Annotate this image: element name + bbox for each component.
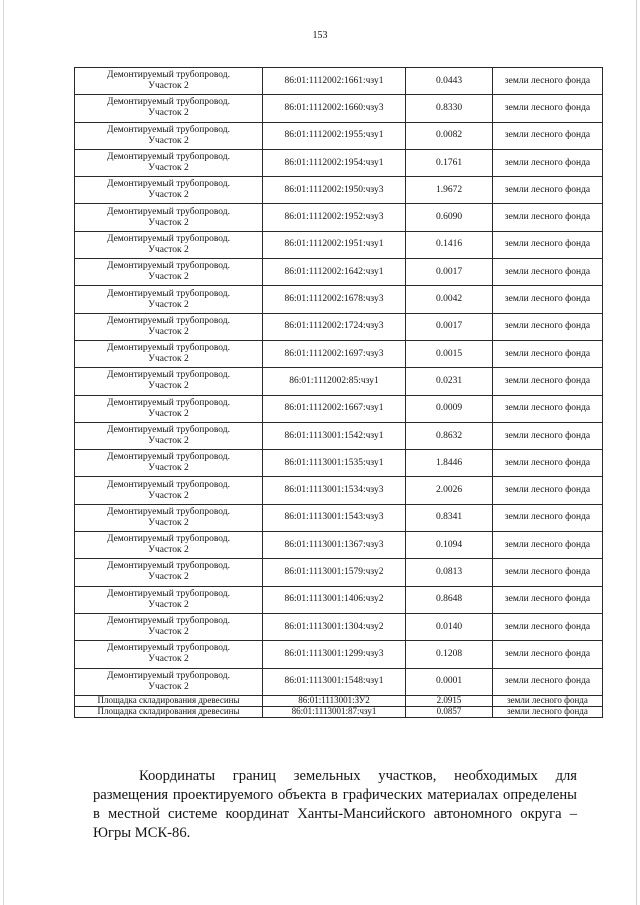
- cadastral-number-cell: 86:01:1113001:1535:чзу1: [263, 450, 406, 477]
- table-row: [75, 641, 603, 668]
- land-category-cell: земли лесного фонда: [493, 259, 603, 286]
- object-name-cell: [75, 204, 263, 231]
- cadastral-number-cell: 86:01:1112002:1950:чзу3: [263, 177, 406, 204]
- object-name-line: Участок 2: [148, 326, 189, 337]
- object-name-cell: [75, 559, 263, 586]
- table-row: [75, 286, 603, 313]
- object-name-cell: [75, 286, 263, 313]
- object-name-cell: [75, 613, 263, 640]
- object-name-line: Участок 2: [148, 599, 189, 610]
- object-name-line: Участок 2: [148, 163, 189, 174]
- object-name-line: Демонтируемый трубопровод.: [106, 506, 230, 517]
- table-body: [75, 68, 603, 718]
- object-name-cell: [75, 95, 263, 122]
- object-name-cell: [75, 177, 263, 204]
- area-cell: 0.0813: [406, 559, 493, 586]
- object-name-cell: [75, 504, 263, 531]
- object-name-line: Демонтируемый трубопровод.: [106, 561, 230, 572]
- cadastral-number-cell: 86:01:1113001:1367:чзу3: [263, 532, 406, 559]
- land-category-cell: земли лесного фонда: [493, 422, 603, 449]
- table-row: [75, 613, 603, 640]
- table-row: [75, 477, 603, 504]
- object-name-line: Участок 2: [148, 272, 189, 283]
- object-name-line: Демонтируемый трубопровод.: [106, 452, 230, 463]
- cadastral-number-cell: 86:01:1113001:1548:чзу1: [263, 668, 406, 695]
- land-category-cell: земли лесного фонда: [493, 450, 603, 477]
- table-row: [75, 340, 603, 367]
- area-cell: 0.1416: [406, 231, 493, 258]
- object-name-line: Демонтируемый трубопровод.: [106, 588, 230, 599]
- cadastral-number-cell: 86:01:1112002:1667:чзу1: [263, 395, 406, 422]
- area-cell: 0.0015: [406, 340, 493, 367]
- cadastral-number-cell: 86:01:1112002:1660:чзу3: [263, 95, 406, 122]
- cadastral-number-cell: 86:01:1113001:1542:чзу1: [263, 422, 406, 449]
- object-name-line: Участок 2: [148, 408, 189, 419]
- object-name-cell: [75, 368, 263, 395]
- area-cell: 1.9672: [406, 177, 493, 204]
- land-category-cell: земли лесного фонда: [493, 668, 603, 695]
- land-category-cell: земли лесного фонда: [493, 122, 603, 149]
- object-name-line: Участок 2: [148, 354, 189, 365]
- cadastral-number-cell: 86:01:1112002:1661:чзу1: [263, 68, 406, 95]
- object-name-line: Демонтируемый трубопровод.: [106, 206, 230, 217]
- land-category-cell: земли лесного фонда: [493, 504, 603, 531]
- area-cell: 0.8341: [406, 504, 493, 531]
- land-category-cell: земли лесного фонда: [493, 68, 603, 95]
- cadastral-number-cell: 86:01:1112002:1952:чзу3: [263, 204, 406, 231]
- cadastral-number-cell: 86:01:1112002:1724:чзу3: [263, 313, 406, 340]
- cadastral-number-cell: 86:01:1113001:1304:чзу2: [263, 613, 406, 640]
- area-cell: 0.0001: [406, 668, 493, 695]
- object-name-cell: [75, 668, 263, 695]
- object-name-line: Демонтируемый трубопровод.: [106, 315, 230, 326]
- land-category-cell: земли лесного фонда: [493, 231, 603, 258]
- object-name-line: Участок 2: [148, 463, 189, 474]
- object-name-line: Участок 2: [148, 517, 189, 528]
- cadastral-number-cell: 86:01:1113001:87:чзу1: [263, 706, 406, 717]
- cadastral-number-cell: 86:01:1113001:1579:чзу2: [263, 559, 406, 586]
- table-row: [75, 706, 603, 717]
- table-row: [75, 532, 603, 559]
- cadastral-number-cell: 86:01:1113001:1534:чзу3: [263, 477, 406, 504]
- object-name-cell: [75, 122, 263, 149]
- object-name-line: Демонтируемый трубопровод.: [106, 261, 230, 272]
- table-row: [75, 68, 603, 95]
- object-name-line: Демонтируемый трубопровод.: [106, 425, 230, 435]
- land-category-cell: земли лесного фонда: [493, 695, 603, 706]
- area-cell: 0.8632: [406, 422, 493, 449]
- area-cell: 0.0009: [406, 395, 493, 422]
- object-name-cell: [75, 313, 263, 340]
- cadastral-number-cell: 86:01:1112002:85:чзу1: [263, 368, 406, 395]
- object-name-cell: [75, 477, 263, 504]
- object-name-cell: [75, 422, 263, 449]
- land-category-cell: земли лесного фонда: [493, 149, 603, 176]
- table-row: [75, 559, 603, 586]
- land-category-cell: земли лесного фонда: [493, 477, 603, 504]
- object-name-line: Демонтируемый трубопровод.: [106, 179, 230, 190]
- land-category-cell: земли лесного фонда: [493, 177, 603, 204]
- scan-margin-left: [3, 0, 4, 905]
- cadastral-number-cell: 86:01:1112002:1642:чзу1: [263, 259, 406, 286]
- cadastral-number-cell: 86:01:1112002:1954:чзу1: [263, 149, 406, 176]
- object-name-line: Площадка складирования древесины: [97, 695, 240, 706]
- area-cell: 0.0042: [406, 286, 493, 313]
- object-name-cell: [75, 259, 263, 286]
- area-cell: 1.8446: [406, 450, 493, 477]
- table-row: [75, 122, 603, 149]
- area-cell: 0.1208: [406, 641, 493, 668]
- table-row: [75, 259, 603, 286]
- area-cell: 2.0026: [406, 477, 493, 504]
- area-cell: 0.0443: [406, 68, 493, 95]
- object-name-cell: [75, 706, 263, 717]
- object-name-line: Демонтируемый трубопровод.: [106, 97, 230, 108]
- table-row: [75, 668, 603, 695]
- table-row: [75, 422, 603, 449]
- land-category-cell: земли лесного фонда: [493, 641, 603, 668]
- object-name-cell: [75, 450, 263, 477]
- object-name-cell: [75, 586, 263, 613]
- object-name-line: Участок 2: [148, 244, 189, 255]
- land-category-cell: земли лесного фонда: [493, 95, 603, 122]
- table-row: [75, 504, 603, 531]
- cadastral-number-cell: 86:01:1112002:1951:чзу1: [263, 231, 406, 258]
- object-name-line: Участок 2: [148, 490, 189, 501]
- land-category-cell: земли лесного фонда: [493, 706, 603, 717]
- cadastral-number-cell: 86:01:1112002:1678:чзу3: [263, 286, 406, 313]
- object-name-line: Демонтируемый трубопровод.: [106, 288, 230, 299]
- cadastral-number-cell: 86:01:1112002:1955:чзу1: [263, 122, 406, 149]
- page-number: 153: [312, 30, 328, 41]
- object-name-cell: [75, 340, 263, 367]
- object-name-line: Демонтируемый трубопровод.: [106, 370, 230, 381]
- table-row: [75, 95, 603, 122]
- object-name-line: Демонтируемый трубопровод.: [106, 233, 230, 244]
- area-cell: 0.1761: [406, 149, 493, 176]
- land-category-cell: земли лесного фонда: [493, 313, 603, 340]
- object-name-line: Участок 2: [148, 108, 189, 119]
- land-category-cell: земли лесного фонда: [493, 368, 603, 395]
- table-row: [75, 586, 603, 613]
- object-name-line: Демонтируемый трубопровод.: [106, 643, 230, 654]
- object-name-cell: [75, 532, 263, 559]
- object-name-line: Демонтируемый трубопровод.: [106, 152, 230, 163]
- area-cell: 0.0082: [406, 122, 493, 149]
- object-name-line: Участок 2: [148, 545, 189, 556]
- table-row: [75, 395, 603, 422]
- table-row: [75, 450, 603, 477]
- object-name-cell: [75, 68, 263, 95]
- object-name-cell: [75, 695, 263, 706]
- object-name-line: Участок 2: [148, 627, 189, 638]
- table-row: [75, 204, 603, 231]
- land-plots-table: [74, 67, 603, 718]
- land-category-cell: земли лесного фонда: [493, 559, 603, 586]
- cadastral-number-cell: 86:01:1113001:1406:чзу2: [263, 586, 406, 613]
- object-name-line: Демонтируемый трубопровод.: [106, 343, 230, 354]
- area-cell: 0.6090: [406, 204, 493, 231]
- scan-margin-right: [636, 0, 637, 905]
- cadastral-number-cell: 86:01:1113001:ЗУ2: [263, 695, 406, 706]
- object-name-cell: [75, 231, 263, 258]
- area-cell: 2.0915: [406, 695, 493, 706]
- object-name-line: Участок 2: [148, 681, 189, 692]
- table-row: [75, 368, 603, 395]
- object-name-cell: [75, 149, 263, 176]
- coordinates-paragraph-text: Координаты границ земельных участков, необходимых для размещения проектируемого объекта в графических материалах определены в местной системе координат Ханты-Мансийского автономного округа – Югры МСК-86.: [93, 768, 577, 841]
- land-category-cell: земли лесного фонда: [493, 532, 603, 559]
- area-cell: 0.1094: [406, 532, 493, 559]
- object-name-line: Участок 2: [148, 654, 189, 665]
- table-row: [75, 177, 603, 204]
- object-name-line: Демонтируемый трубопровод.: [106, 534, 230, 545]
- object-name-line: Участок 2: [148, 81, 189, 92]
- object-name-cell: [75, 641, 263, 668]
- area-cell: 0.8648: [406, 586, 493, 613]
- object-name-line: Демонтируемый трубопровод.: [106, 70, 230, 81]
- table-row: [75, 149, 603, 176]
- object-name-line: Площадка складирования древесины: [97, 706, 240, 717]
- object-name-cell: [75, 395, 263, 422]
- object-name-line: Участок 2: [148, 381, 189, 392]
- object-name-line: Демонтируемый трубопровод.: [106, 616, 230, 627]
- object-name-line: Участок 2: [148, 436, 189, 446]
- cadastral-number-cell: 86:01:1112002:1697:чзу3: [263, 340, 406, 367]
- area-cell: 0.0140: [406, 613, 493, 640]
- table-row: [75, 231, 603, 258]
- object-name-line: Участок 2: [148, 135, 189, 146]
- area-cell: 0.0857: [406, 706, 493, 717]
- object-name-line: Демонтируемый трубопровод.: [106, 670, 230, 681]
- table-row: [75, 695, 603, 706]
- object-name-line: Демонтируемый трубопровод.: [106, 479, 230, 490]
- land-category-cell: земли лесного фонда: [493, 286, 603, 313]
- object-name-line: Участок 2: [148, 217, 189, 228]
- cadastral-number-cell: 86:01:1113001:1299:чзу3: [263, 641, 406, 668]
- area-cell: 0.0017: [406, 259, 493, 286]
- area-cell: 0.0017: [406, 313, 493, 340]
- cadastral-number-cell: 86:01:1113001:1543:чзу3: [263, 504, 406, 531]
- object-name-line: Участок 2: [148, 572, 189, 583]
- table-row: [75, 313, 603, 340]
- land-category-cell: земли лесного фонда: [493, 586, 603, 613]
- object-name-line: Участок 2: [148, 299, 189, 310]
- object-name-line: Участок 2: [148, 190, 189, 201]
- land-category-cell: земли лесного фонда: [493, 204, 603, 231]
- land-category-cell: земли лесного фонда: [493, 395, 603, 422]
- land-category-cell: земли лесного фонда: [493, 613, 603, 640]
- object-name-line: Демонтируемый трубопровод.: [106, 124, 230, 135]
- area-cell: 0.0231: [406, 368, 493, 395]
- object-name-line: Демонтируемый трубопровод.: [106, 397, 230, 408]
- land-category-cell: земли лесного фонда: [493, 340, 603, 367]
- area-cell: 0.8330: [406, 95, 493, 122]
- coordinates-paragraph: [93, 767, 577, 843]
